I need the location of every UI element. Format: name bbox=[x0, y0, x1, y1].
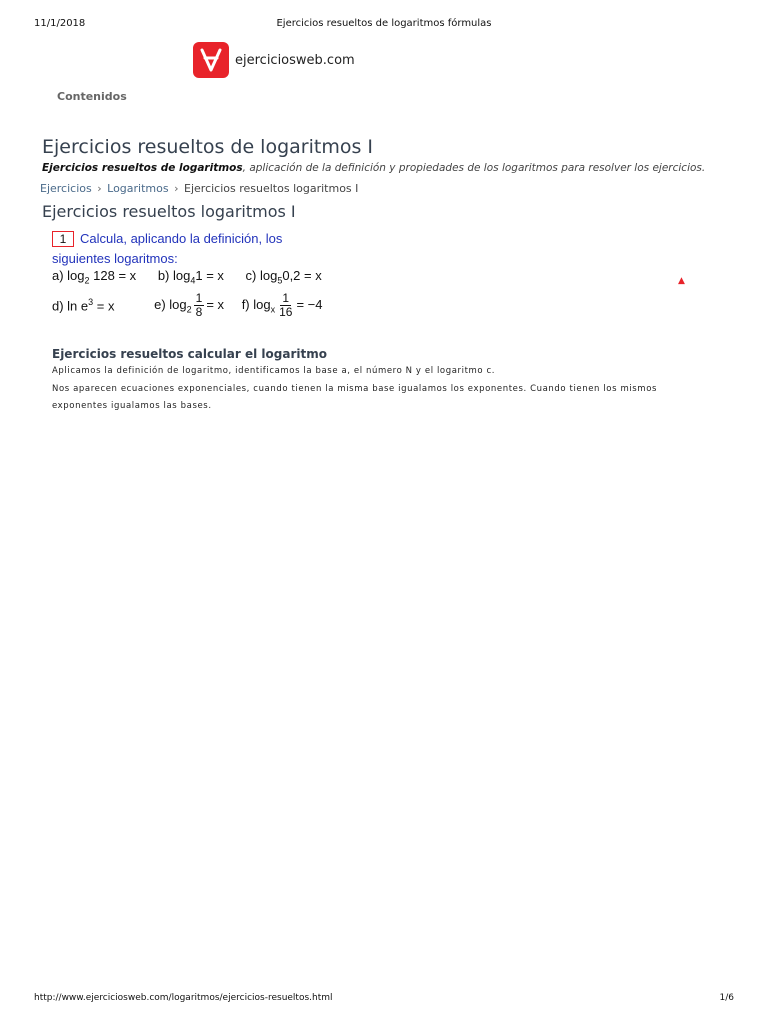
page-number: 1/6 bbox=[719, 993, 734, 1003]
logo-text: ejerciciosweb.com bbox=[235, 52, 355, 68]
breadcrumb-logaritmos[interactable]: Logaritmos bbox=[107, 182, 169, 195]
print-title: Ejercicios resueltos de logaritmos fórmulas bbox=[276, 18, 492, 29]
breadcrumb-separator: › bbox=[174, 182, 179, 195]
math-item-a: a) $\log_2 128 = x$ bbox=[52, 268, 137, 286]
print-date: 11/1/2018 bbox=[34, 18, 86, 29]
intro-text bbox=[42, 162, 705, 174]
print-footer bbox=[0, 993, 768, 1007]
breadcrumb-ejercicios[interactable]: Ejercicios bbox=[40, 182, 92, 195]
math-item-d: d) $\ln e^3 = x$ bbox=[52, 296, 115, 314]
print-url: http://www.ejerciciosweb.com/logaritmos/ejercicios-resueltos.html bbox=[34, 993, 333, 1003]
site-logo[interactable] bbox=[193, 42, 355, 78]
breadcrumb bbox=[40, 182, 358, 195]
intro-rest: , aplicación de la definición y propiedades de los logaritmos para resolver los ejercicios. bbox=[242, 162, 706, 174]
math-item-c: c) $\log_50,2 = x$ bbox=[245, 268, 322, 286]
page-title: Ejercicios resueltos de logaritmos I bbox=[42, 136, 373, 158]
section-title: Ejercicios resueltos calcular el logaritmo bbox=[52, 347, 327, 361]
math-row-2 bbox=[52, 292, 352, 319]
paragraph-1: Aplicamos la definición de logaritmo, identificamos la base a, el número N y el logaritmo c. bbox=[52, 366, 496, 376]
print-header bbox=[0, 18, 768, 32]
contenidos-link[interactable]: Contenidos bbox=[57, 90, 127, 103]
triangle-up-icon[interactable]: ▲ bbox=[678, 276, 685, 286]
math-row-1 bbox=[52, 268, 352, 286]
exercise-number: 1 bbox=[52, 231, 74, 247]
breadcrumb-current: Ejercicios resueltos logaritmos I bbox=[184, 182, 359, 195]
exercise-image bbox=[52, 230, 352, 319]
exercise-statement: Calcula, aplicando la definición, los bbox=[80, 231, 283, 247]
forall-logo-icon bbox=[193, 42, 229, 78]
math-item-e: e) $\log_2$ $\frac{1}{8}$ = x bbox=[154, 290, 225, 319]
exercise-statement-cont: siguientes logaritmos: bbox=[52, 251, 178, 266]
intro-bold: Ejercicios resueltos de logaritmos bbox=[42, 162, 243, 174]
paragraph-2: Nos aparecen ecuaciones exponenciales, cuando tienen la misma base igualamos los exponentes. Cuando tienen los mismos exponentes igualamos las bases. bbox=[52, 384, 658, 411]
section-subtitle: Ejercicios resueltos logaritmos I bbox=[42, 202, 296, 221]
math-item-f: f) $\log_x$ $\frac{1}{16}$ = −4 bbox=[241, 290, 323, 319]
breadcrumb-separator: › bbox=[97, 182, 102, 195]
math-item-b: b) $\log_41 = x$ bbox=[157, 268, 224, 286]
